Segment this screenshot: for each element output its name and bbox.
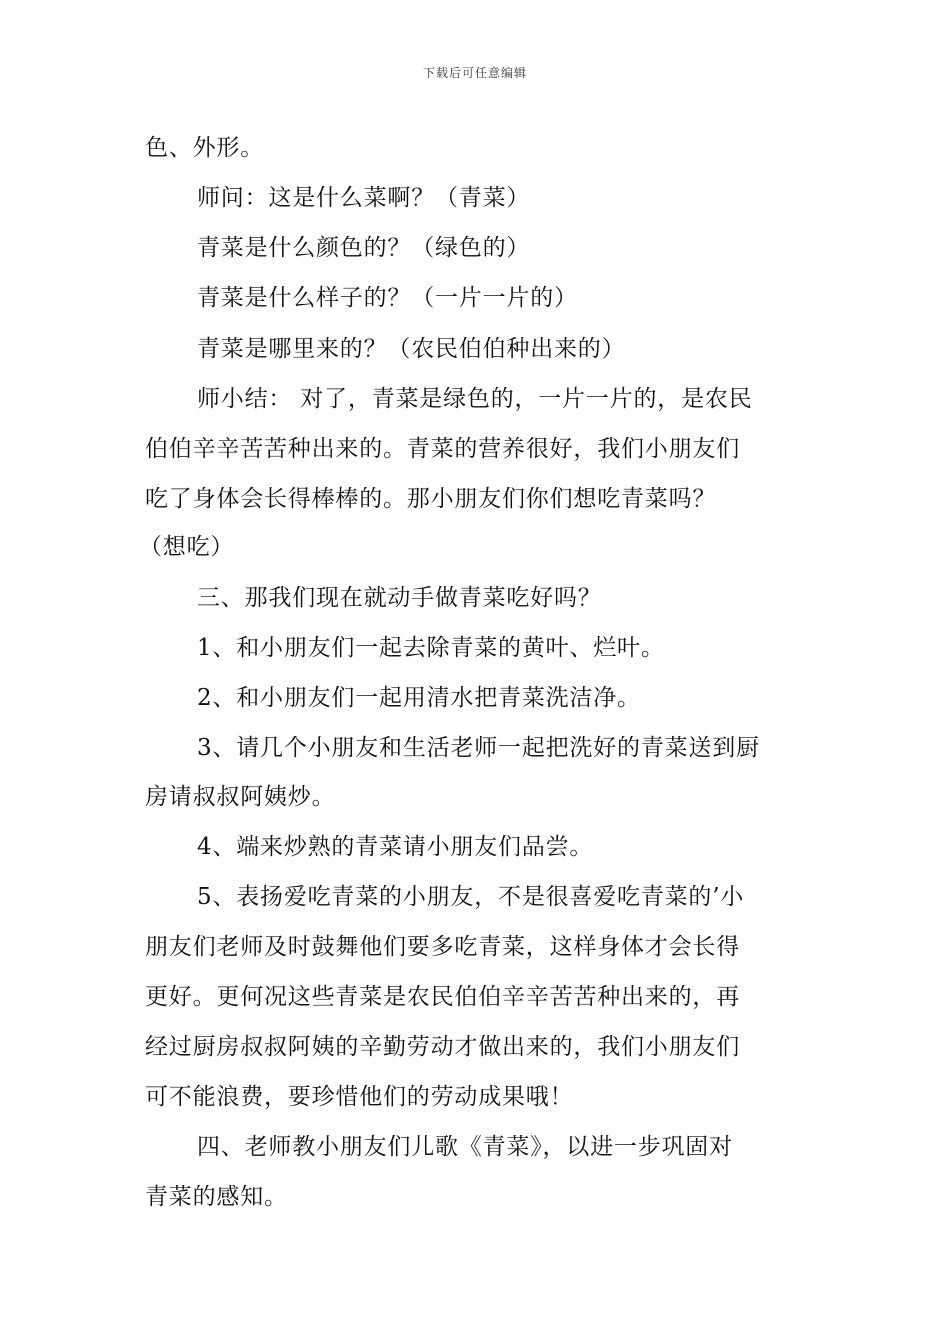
text-line: 四、老师教小朋友们儿歌《青菜》，以进一步巩固对: [197, 1134, 733, 1160]
text-line: 经过厨房叔叔阿姨的辛勤劳动才做出来的，我们小朋友们: [145, 1034, 740, 1060]
page-header: 下载后可任意编辑: [422, 66, 527, 80]
text-line: 房请叔叔阿姨炒。: [145, 784, 336, 810]
text-line: 伯伯辛辛苦苦种出来的。青菜的营养很好，我们小朋友们: [145, 436, 740, 462]
text-line: 青菜是什么颜色的？（绿色的）: [197, 235, 531, 261]
text-line: 1、和小朋友们一起去除青菜的黄叶、烂叶。: [197, 635, 665, 661]
text-line: （想吃）: [139, 534, 235, 560]
text-line: 师小结： 对了，青菜是绿色的，一片一片的，是农民: [197, 386, 753, 412]
text-line: 三、那我们现在就动手做青菜吃好吗？: [197, 585, 602, 611]
text-line: 4、端来炒熟的青菜请小朋友们品尝。: [197, 834, 594, 860]
text-line: 色、外形。: [145, 135, 264, 161]
text-line: 青菜是哪里来的？（农民伯伯种出来的）: [197, 336, 626, 362]
text-line: 2、和小朋友们一起用清水把青菜洗洁净。: [197, 685, 641, 711]
text-line: 3、请几个小朋友和生活老师一起把洗好的青菜送到厨: [197, 735, 760, 761]
text-line: 青菜的感知。: [145, 1184, 288, 1210]
text-line: 朋友们老师及时鼓舞他们要多吃青菜，这样身体才会长得: [145, 934, 740, 960]
text-line: 师问：这是什么菜啊？（青菜）: [197, 185, 531, 211]
text-line: 可不能浪费，要珍惜他们的劳动成果哦！: [145, 1084, 574, 1110]
text-line: 5、表扬爱吃青菜的小朋友，不是很喜爱吃青菜的’小: [197, 884, 745, 910]
text-line: 青菜是什么样子的？（一片一片的）: [197, 285, 578, 311]
text-line: 吃了身体会长得棒棒的。那小朋友们你们想吃青菜吗？: [145, 486, 717, 512]
text-line: 更好。更何况这些青菜是农民伯伯辛辛苦苦种出来的，再: [145, 984, 740, 1010]
